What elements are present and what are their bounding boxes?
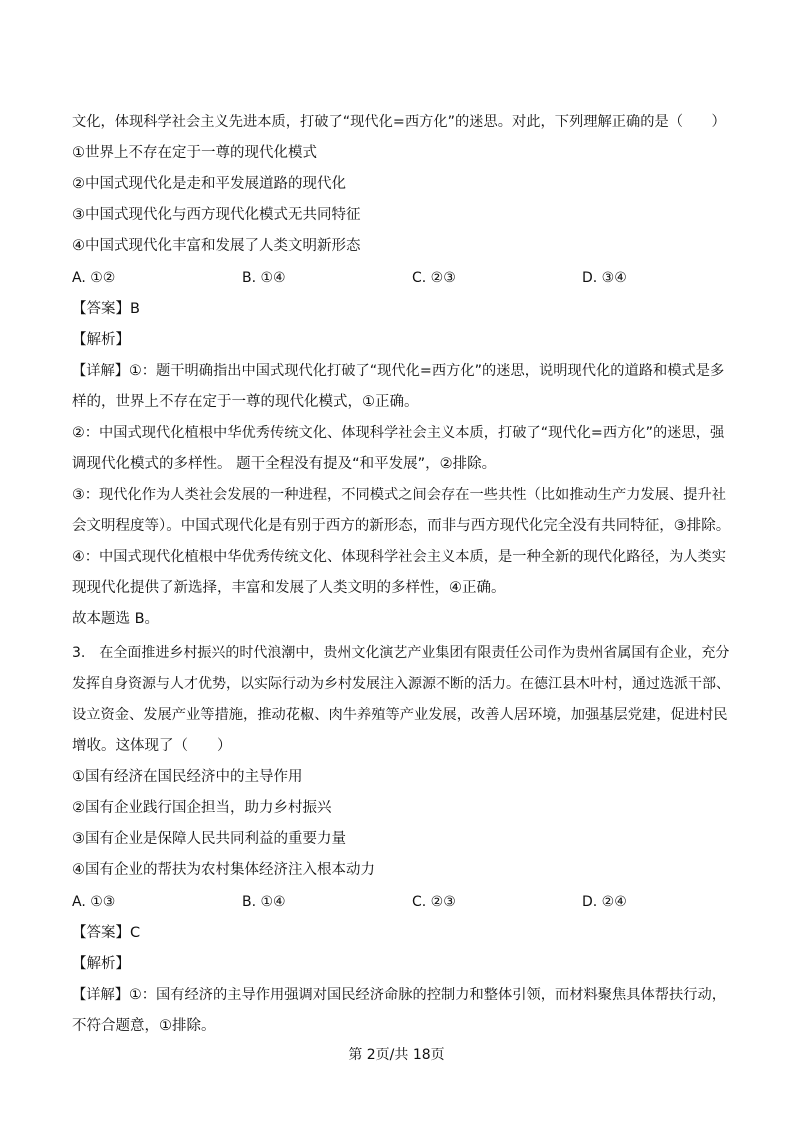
- q3-option-d: D. ②④: [582, 894, 627, 910]
- q2-detail-line: 【详解】①：题干明确指出中国式现代化打破了“现代化=西方化”的迷思，说明现代化的道路和模式是多: [72, 363, 725, 379]
- q2-detail-line: 调现代化模式的多样性。 题干全程没有提及“和平发展”，②排除。: [72, 456, 497, 472]
- q2-conclusion: 故本题选 B。: [72, 611, 160, 627]
- q2-option-b: B. ①④: [242, 270, 286, 286]
- q3-analysis-label: 【解析】: [72, 956, 130, 972]
- q3-option-a: A. ①③: [72, 894, 116, 910]
- q2-option-a: A. ①②: [72, 270, 116, 286]
- q3-stem-line: 设立资金、发展产业等措施，推动花椒、肉牛养殖等产业发展，改善人居环境，加强基层党建，促进村民: [72, 707, 728, 723]
- q2-detail-line: 现现代化提供了新选择，丰富和发展了人类文明的多样性，④正确。: [72, 580, 506, 596]
- q2-stem-tail: 文化，体现科学社会主义先进本质，打破了“现代化=西方化”的迷思。对此，下列理解正确的是（ ）: [72, 114, 726, 130]
- q2-analysis-label: 【解析】: [72, 332, 130, 348]
- q3-option-c: C. ②③: [412, 894, 456, 910]
- q3-item-2: ②国有企业践行国企担当，助力乡村振兴: [72, 800, 332, 816]
- q2-answer: 【答案】B: [72, 301, 140, 317]
- q3-answer: 【答案】C: [72, 925, 141, 941]
- q3-options: [72, 892, 732, 912]
- q2-detail-line: ③：现代化作为人类社会发展的一种进程，不同模式之间会存在一些共性（比如推动生产力发展、提升社: [72, 487, 727, 503]
- q3-item-3: ③国有企业是保障人民共同利益的重要力量: [72, 831, 346, 847]
- q3-item-4: ④国有企业的帮扶为农村集体经济注入根本动力: [72, 862, 375, 878]
- q3-stem-line: 发挥自身资源与人才优势，以实际行动为乡村发展注入源源不断的活力。在德江县木叶村，通过选派干部、: [72, 676, 730, 692]
- q2-detail-line: 样的，世界上不存在定于一尊的现代化模式，①正确。: [72, 394, 419, 410]
- q3-detail-line: 【详解】①：国有经济的主导作用强调对国民经济命脉的控制力和整体引领，而材料聚焦具体帮扶行动，: [72, 987, 727, 1003]
- q3-stem-line: 3. 在全面推进乡村振兴的时代浪潮中，贵州文化演艺产业集团有限责任公司作为贵州省属国有企业，充分: [72, 645, 730, 661]
- q2-detail-line: 会文明程度等）。中国式现代化是有别于西方的新形态，而非与西方现代化完全没有共同特征，③排除。: [72, 518, 731, 534]
- q2-item-4: ④中国式现代化丰富和发展了人类文明新形态: [72, 238, 361, 254]
- q3-detail-line: 不符合题意，①排除。: [72, 1018, 216, 1034]
- page-footer: 第 2页/共 18页: [348, 1047, 445, 1063]
- q2-detail-line: ④：中国式现代化植根中华优秀传统文化、体现科学社会主义本质，是一种全新的现代化路径，为人类实: [72, 549, 727, 565]
- q2-detail-line: ②：中国式现代化植根中华优秀传统文化、体现科学社会主义本质，打破了“现代化=西方化”的迷思，强: [72, 425, 725, 441]
- q2-item-3: ③中国式现代化与西方现代化模式无共同特征: [72, 207, 361, 223]
- q3-stem-line: 增收。这体现了（ ）: [72, 738, 232, 754]
- q2-item-1: ①世界上不存在定于一尊的现代化模式: [72, 145, 317, 161]
- q3-item-1: ①国有经济在国民经济中的主导作用: [72, 769, 303, 785]
- q2-item-2: ②中国式现代化是走和平发展道路的现代化: [72, 176, 346, 192]
- q2-option-c: C. ②③: [412, 270, 456, 286]
- q2-option-d: D. ③④: [582, 270, 627, 286]
- q3-option-b: B. ①④: [242, 894, 286, 910]
- q2-options: [72, 268, 732, 288]
